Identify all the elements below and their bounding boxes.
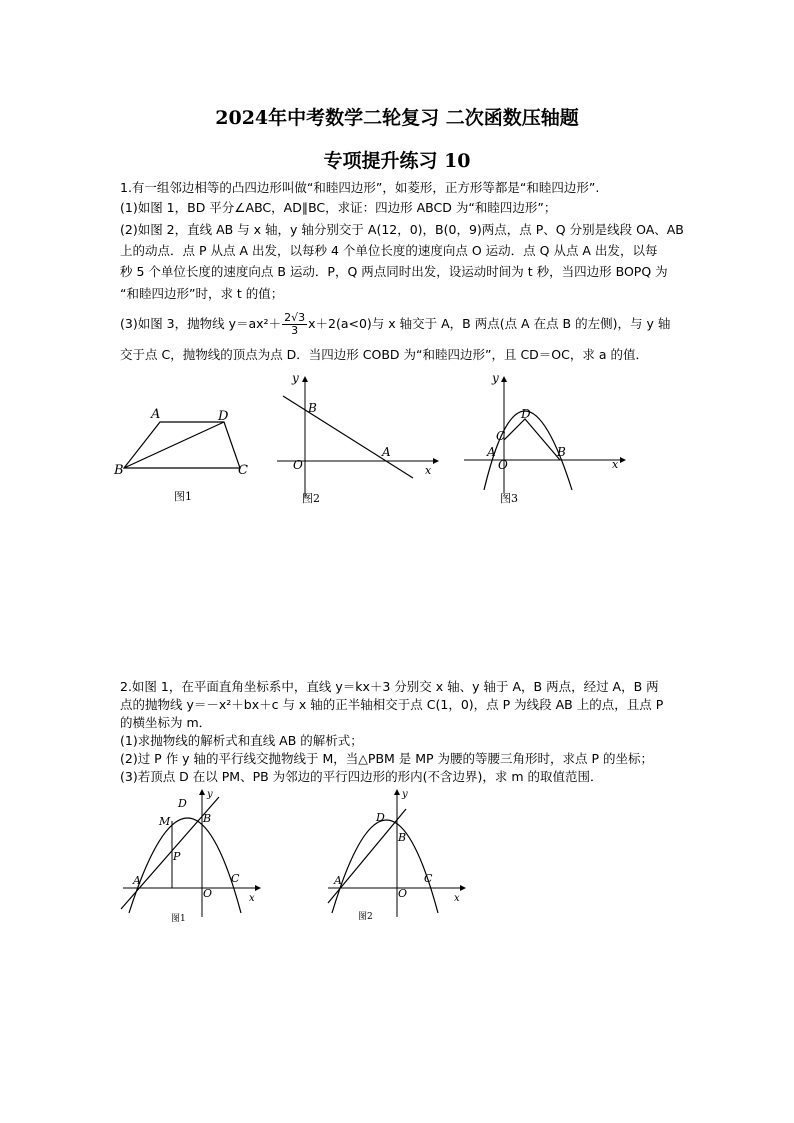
y-axis-arrow — [302, 376, 308, 382]
label-a: A — [151, 407, 161, 422]
x-label: x — [612, 458, 619, 471]
question-2-line-3: 的横坐标为 m． — [120, 715, 212, 730]
figure-q2-1-caption: 图1 — [171, 914, 186, 924]
figure-3-caption: 图3 — [500, 492, 518, 505]
figure-q2-2-caption: 图2 — [358, 912, 373, 922]
figure-2-caption: 图2 — [302, 492, 320, 505]
label-c: C — [496, 429, 506, 443]
trapezoid-abcd — [124, 422, 240, 468]
origin-label: O — [398, 887, 408, 900]
figure-3-parabola — [460, 368, 630, 510]
origin-label: O — [293, 458, 303, 472]
document-subtitle: 专项提升练习 10 — [323, 150, 471, 172]
question-1-part-2-line-2: 上的动点．点 P 从点 A 出发，以每秒 4 个单位长度的速度向点 O 运动．点 Q 从点 A 出发，以每 — [120, 243, 658, 258]
label-d: D — [376, 811, 385, 824]
y-label: y — [402, 789, 408, 800]
label-b: B — [557, 445, 566, 459]
diagonal-bd — [124, 422, 224, 468]
quadrilateral-cobd — [504, 419, 560, 460]
question-1-part-3-line-2: 交于点 C，抛物线的顶点为点 D．当四边形 COBD 为“和睦四边形”，且 CD＝OC，求 a 的值． — [120, 347, 648, 362]
question-2-part-1: (1)求抛物线的解析式和直线 AB 的解析式； — [120, 733, 363, 748]
label-d: D — [178, 797, 187, 810]
question-1-part-3-line-1 — [120, 312, 700, 337]
question-1-part-2-line-3: 秒 5 个单位长度的速度向点 B 运动．P，Q 两点同时出发，设运动时间为 t 秒，当四边形 BOPQ 为 — [120, 264, 668, 279]
label-p: P — [173, 850, 181, 863]
x-axis-arrow — [620, 457, 626, 463]
label-a: A — [334, 874, 342, 887]
label-b: B — [308, 401, 317, 415]
question-2-line-1: 2.如图 1，在平面直角坐标系中，直线 y＝kx＋3 分别交 x 轴、y 轴于 A，B 两点，经过 A，B 两 — [120, 679, 659, 694]
figure-1-trapezoid — [112, 400, 262, 505]
question-2-part-2: (2)过 P 作 y 轴的平行线交抛物线于 M，当△PBM 是 MP 为腰的等腰三角形时，求点 P 的坐标； — [120, 751, 654, 766]
fraction-numerator: 2√3 — [284, 311, 306, 324]
figure-q2-1-parabola-line — [115, 785, 265, 930]
fraction — [282, 312, 307, 337]
label-c: C — [238, 463, 248, 478]
label-c: C — [424, 872, 433, 885]
part-3-suffix: x＋2(a<0)与 x 轴交于 A，B 两点(点 A 在点 B 的左侧)，与 y 轴 — [308, 316, 671, 331]
label-a: A — [133, 874, 141, 887]
document-title: 2024年中考数学二轮复习 二次函数压轴题 — [215, 107, 579, 129]
x-label: x — [249, 893, 255, 904]
x-label: x — [425, 464, 432, 477]
label-d: D — [521, 407, 531, 421]
figure-2-line-graph — [265, 368, 440, 508]
origin-label: O — [498, 458, 508, 472]
label-a: A — [487, 445, 496, 459]
figure-1-caption: 图1 — [174, 490, 192, 503]
label-b: B — [203, 812, 212, 825]
label-b: B — [398, 831, 407, 844]
x-axis-arrow — [433, 458, 439, 464]
question-2-part-3: (3)若顶点 D 在以 PM、PB 为邻边的平行四边形的形内(不含边界)，求 m 的取值范围． — [120, 769, 603, 784]
part-3-prefix: (3)如图 3，抛物线 y＝ax²＋ — [120, 316, 282, 331]
y-axis-arrow — [501, 376, 507, 382]
y-axis-arrow — [199, 789, 205, 795]
y-axis-arrow — [394, 789, 400, 795]
question-1-part-1: (1)如图 1，BD 平分∠ABC，AD∥BC，求证：四边形 ABCD 为“和睦四边形”； — [120, 200, 557, 215]
origin-label: O — [203, 887, 213, 900]
y-label: y — [207, 789, 213, 800]
label-m: M — [159, 815, 171, 828]
figure-q2-2-parabola-line — [320, 785, 470, 930]
x-axis-arrow — [255, 885, 261, 891]
x-label: x — [454, 893, 460, 904]
y-label: y — [292, 371, 299, 385]
question-1-part-2-line-1: (2)如图 2，直线 AB 与 x 轴，y 轴分别交于 A(12，0)，B(0，9)两点，点 P、Q 分别是线段 OA、AB — [120, 222, 684, 237]
label-d: D — [218, 409, 229, 424]
label-a: A — [382, 445, 391, 459]
line-ab — [328, 809, 406, 903]
parabola-curve — [129, 818, 241, 913]
x-axis-arrow — [460, 885, 466, 891]
question-2-line-2: 点的抛物线 y＝－x²＋bx＋c 与 x 轴的正半轴相交于点 C(1，0)，点 P 为线段 AB 上的点，且点 P — [120, 697, 664, 712]
question-1-part-2-line-4: “和睦四边形”时，求 t 的值； — [120, 286, 284, 301]
y-label: y — [492, 371, 499, 385]
label-b: B — [114, 463, 124, 478]
fraction-denominator: 3 — [291, 324, 299, 337]
question-1-intro: 1.有一组邻边相等的凸四边形叫做“和睦四边形”，如菱形，正方形等都是“和睦四边形”. — [120, 180, 600, 195]
label-c: C — [231, 872, 240, 885]
